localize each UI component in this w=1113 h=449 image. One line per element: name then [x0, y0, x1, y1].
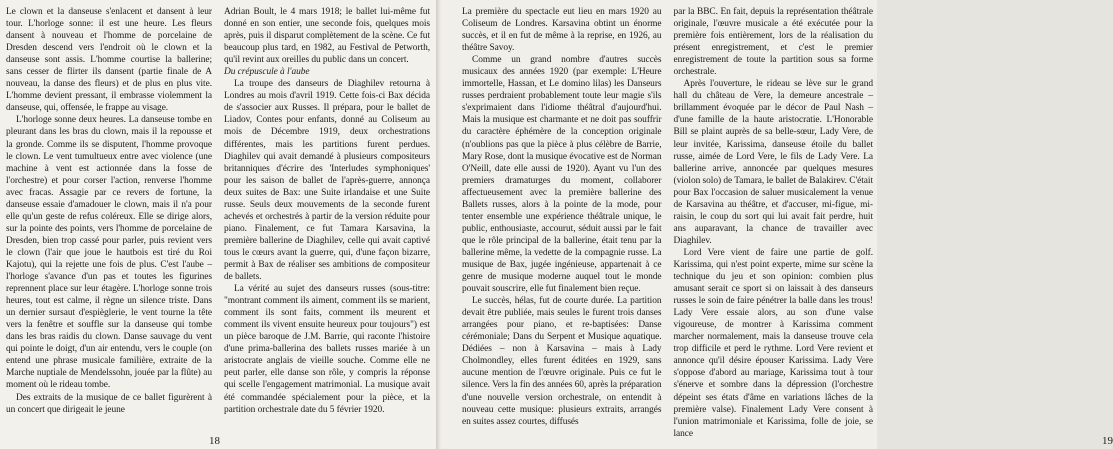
paragraph: La première du spectacle eut lieu en mars 1920 au Coliseum de Londres. Karsavina obtint un énorme succès, et il en fut de même à la reprise, en 1926, au théâtre Savoy. — [462, 7, 662, 54]
paragraph: Après l'ouverture, le rideau se lève sur le grand hall du château de Vere, la demeure ancestrale – brillamment évoquée par le décor de Paul Nash – d'une famille de la haute aristocratie. L'Honorable Bill se plaint auprès de sa belle-sœur, Lady Vere, de leur invitée, Karissima, danseuse étoile du ballet russe, aimée de Lord Vere, le fils de Lady Vere. La ballerine arrive, annoncée par quelques mesures (violon solo) de Tamara, le ballet de Balakirev. C'était pour Bax l'occasion de saluer musicalement la venue de Karsavina au théâtre, et d'accuser, mi-figue, mi-raisin, le coup du sort qui lui avait fait perdre, huit ans auparavant, la chance de travailler avec Diaghilev. — [673, 79, 873, 246]
paragraph: Le clown et la danseuse s'enlacent et dansent à leur tour. L'horloge sonne: il est une heure. Les fleurs dansent à nouveau et l'homme de porcelaine de Dresden descend vers l'endroit où le clown et la danseuse sont assis. L'homme courtise la ballerine; sans cesser de flirter ils dansent (partie finale de A nouveau, la danse des fleurs) et de plus en plus vite. L'homme devient pressant, il embrasse violemment la danseuse, qui, offensée, le frappe au visage. — [6, 7, 212, 114]
paragraph: La troupe des danseurs de Diaghilev retourna à Londres au mois d'avril 1919. Cette fois-ci Bax décida de s'associer aux Russes. Il prépara, pour le ballet de Liadov, Contes pour enfants, donné au Coliseum au mois de Décembre 1919, deux orchestrations différentes, mais les partitions furent perdues. Diaghilev qui avait demandé à plusieurs compositeurs britanniques d'écrire des 'Interludes symphoniques' pour les saison de ballet de l'après-guerre, annonça deux suites de Bax: une Suite irlandaise et une Suite russe. Seuls deux mouvements de la seconde furent achevés et orchestrés à partir de la version réduite pour piano. Finalement, ce fut Tamara Karsavina, la première ballerine de Diaghilev, celle qui avait captivé tous le cœurs avant la guerre, qui, d'une façon bizarre, permit à Bax de réaliser ses ambitions de compositeur de ballets. — [224, 79, 430, 283]
paragraph: Des extraits de la musique de ce ballet figurèrent à un concert que dirigeait le jeune — [6, 392, 212, 415]
column-4 — [673, 6, 874, 439]
column-1 — [6, 6, 212, 436]
paragraph: L'horloge sonne deux heures. La danseuse tombe en pleurant dans les bras du clown, mais il la repousse et la gronde. Comme ils se disputent, l'homme provoque le clown. Le vent tumultueux entre avec violence (une machine à vent est actionnée dans la fosse de l'orchestre) et pour corser l'action, renverse l'homme avec fracas. Assagie par ce revers de fortune, la danseuse essaie d'amadouer le clown, mais il n'a pour elle qu'un geste de refus coléreux. Elle se dirige alors, sur la pointe des points, vers l'homme de porcelaine de Dresden, bien trop cassé pour parler, puis revient vers le clown (l'air que joue le hautbois est tiré du Roi Kajotu), qui la rejette une fois de plus. C'est l'aube – l'horloge s'avance d'un pas et toutes les figurines reprennent place sur leur étagère. L'horloge sonne trois heures, tout est calme, il règne un silence triste. Dans un dernier sursaut d'espièglerie, le vent tourne la tête vers la fenêtre et souffle sur la danseuse qui tombe dans les bras raidis du clown. Danse sauvage du vent qui pointe le doigt, d'un air entendu, vers le couple (on entend une phrase musicale familière, extraite de la Marche nuptiale de Mendelssohn, jouée par la flûte) au moment où le rideau tombe. — [6, 115, 212, 391]
page-left — [0, 0, 438, 449]
section-heading: Du crépuscule à l'aube — [224, 67, 310, 78]
column-2 — [224, 6, 430, 436]
paragraph: Le succès, hélas, fut de courte durée. La partition devait être publiée, mais seules le furent trois danses arrangées pour piano, et re-baptisées: Danse cérémoniale; Dans du Serpent et Musique aquatique. Dédiées – non à Karsavina – mais à Lady Cholmondley, elles furent éditées en 1929, sans aucune mention de l'œuvre originale. Puis ce fut le silence. Vers la fin des années 60, après la préparation d'une nouvelle version orchestrale, on entendit à nouveau cette musique: plusieurs extraits, arrangés en suites assez courtes, diffusés — [462, 296, 662, 427]
paragraph: La vérité au sujet des danseurs russes (sous-titre: "montrant comment ils aiment, comment ils se marient, comment ils sont faits, comment ils meurent et comment ils vivent ensuite heureux pour toujours") est un pièce baroque de J.M. Barrie, qui raconte l'histoire d'une prima-ballerina des ballets russes mariée à un aristocrate anglais de vieille souche. Comme elle ne peut parler, elle danse son rôle, y compris la réponse qui scelle l'engagement matrimonial. La musique avait été commandée spécialement pour la pièce, et la partition orchestrale date du 5 février 1920. — [224, 284, 430, 415]
paragraph: Comme un grand nombre d'autres succès musicaux des années 1920 (par exemple: L'Heure immortelle, Hassan, et Le domino lilas) les Danseurs russes perdraient probablement toute leur magie s'ils s'exprimaient dans l'idiome théâtral d'aujourd'hui. Mais la musique est charmante et ne doit pas souffrir du caractère éphémère de la conception originale (n'oublions pas que la pièce à plus célèbre de Barrie, Mary Rose, dont la musique évocative est de Norman O'Neill, date elle aussi de 1920). Ayant vu l'un des premiers dramaturges du moment, collaborer affectueusement avec la première ballerine des Ballets russes, alors à la pointe de la mode, pour tenter ensemble une expérience théâtrale unique, le public, enthousiaste, accourut, séduit aussi par le fait que le rôle principal de la ballerine, était tenu par la ballerine même, la vedette de la compagnie russe. La musique de Bax, jugée ingénieuse, appartenait à ce genre de musique moderne auquel tout le monde pouvait souscrire, elle fut finalement bien reçue. — [462, 55, 662, 295]
book-gutter — [436, 0, 442, 449]
paragraph: Lord Vere vient de faire une partie de golf. Karissima, qui n'est point experte, mime sur scène la technique du jeu et son opinion: combien plus amusant serait ce sport si on laissait à des danseurs russes le soin de faire pénétrer la balle dans les trous! Lady Vere essaie alors, au son d'une valse vigoureuse, de montrer à Karissima comment marcher normalement, mais la danseuse trouve cela trop difficile et perd le rythme. Lord Vere revient et annonce qu'il désire épouser Karissima. Lady Vere s'oppose d'abord au mariage, Karissima tout à tour s'énerve et sombre dans la dépression (l'orchestre dépeint ses états d'âme en variations lâches de la première valse). Finalement Lady Vere consent à l'union matrimoniale et Karissima, folle de joie, se lance — [673, 247, 873, 439]
paragraph: par la BBC. En fait, depuis la représentation théâtrale originale, l'œuvre musicale a été exécutée pour la première fois entièrement, lors de la réalisation du présent enregistrement, et c'est le premier enregistrement de toute la partition sous sa forme orchestrale. — [673, 7, 873, 78]
page-number: 19 — [1102, 435, 1113, 447]
page-number: 18 — [209, 435, 220, 447]
page-right — [438, 0, 1113, 449]
paragraph: Adrian Boult, le 4 mars 1918; le ballet lui-même fut donné en son entier, une seconde fois, quelques mois après, puis il disparut complètement de la scène. Ce fut beaucoup plus tard, en 1982, au Festival de Petworth, qu'il revint aux oreilles du public dans un concert. — [224, 7, 430, 66]
column-3 — [462, 6, 662, 436]
